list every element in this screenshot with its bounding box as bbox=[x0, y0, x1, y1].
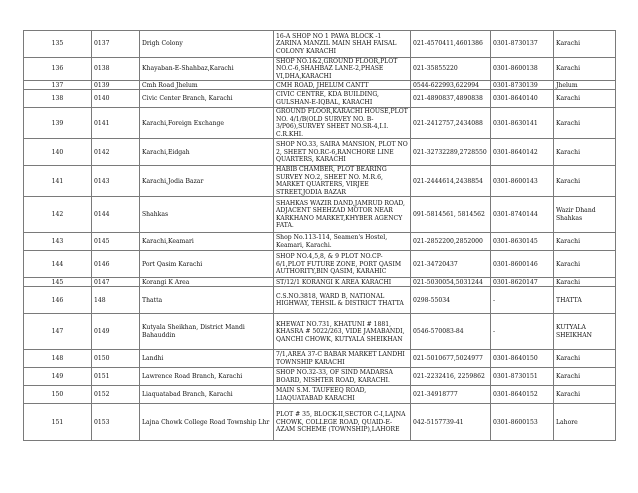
branch-name-cell: Shahkas bbox=[140, 197, 274, 233]
branch-name-cell: Drigh Colony bbox=[140, 31, 274, 58]
table-row bbox=[24, 58, 616, 81]
table-row bbox=[24, 139, 616, 166]
branch-name-cell: Karachi,Keamari bbox=[140, 233, 274, 251]
branch-code-cell: 0142 bbox=[92, 139, 140, 166]
fax-cell: 0301-8640150 bbox=[491, 350, 554, 368]
city-cell: Lahore bbox=[554, 404, 616, 441]
branch-name-cell: Karachi,Eidgah bbox=[140, 139, 274, 166]
branch-name-cell: Karachi,Jodia Bazar bbox=[140, 166, 274, 197]
phone-cell: 021-2412757,2434088 bbox=[411, 108, 491, 139]
address-cell: 16-A SHOP NO 1 PAWA BLOCK -1 ZARINA MANZIL MAIN SHAH FAISAL COLONY KARACHI bbox=[274, 31, 411, 58]
phone-cell: 042-5157739-41 bbox=[411, 404, 491, 441]
table-body bbox=[24, 31, 616, 441]
branch-code-cell: 0147 bbox=[92, 278, 140, 287]
sr-number-cell: 148 bbox=[24, 350, 92, 368]
phone-cell: 021-4890837,4890838 bbox=[411, 90, 491, 108]
phone-cell: 021-2444614,2438854 bbox=[411, 166, 491, 197]
phone-cell: 021-2232416, 2259862 bbox=[411, 368, 491, 386]
branch-name-cell: Karachi,Foreign Exchange bbox=[140, 108, 274, 139]
branch-name-cell: Kutyala Sheikhan, District Mandi Bahauddin bbox=[140, 314, 274, 350]
table-row bbox=[24, 233, 616, 251]
city-cell: Wazir Dhand Shahkas bbox=[554, 197, 616, 233]
branch-name-cell: Liaquatabad Branch, Karachi bbox=[140, 386, 274, 404]
branch-name-cell: Port Qasim Karachi bbox=[140, 251, 274, 278]
table-row bbox=[24, 404, 616, 441]
branch-name-cell: Lajna Chowk College Road Township Lhr bbox=[140, 404, 274, 441]
city-cell: Karachi bbox=[554, 278, 616, 287]
phone-cell: 0544-622993,622994 bbox=[411, 81, 491, 90]
sr-number-cell: 143 bbox=[24, 233, 92, 251]
branch-name-cell: Korangi K Area bbox=[140, 278, 274, 287]
fax-cell: 0301-8600146 bbox=[491, 251, 554, 278]
sr-number-cell: 144 bbox=[24, 251, 92, 278]
phone-cell: 021-34720437 bbox=[411, 251, 491, 278]
city-cell: Karachi bbox=[554, 90, 616, 108]
address-cell: SHAHKAS WAZIR DAND,JAMRUD ROAD, ADJACENT SHEHZAD MOTOR NEAR KARKHANO MARKET,KHYBER AGENCY FATA. bbox=[274, 197, 411, 233]
address-cell: KHEWAT NO.731, KHATUNI # 1881, KHASRA # 5022/263, VIDE JAMABANDI, QANCHI CHOWK, KUTYALA SHEIKHAN bbox=[274, 314, 411, 350]
phone-cell: 0546-570083-84 bbox=[411, 314, 491, 350]
fax-cell: 0301-8730137 bbox=[491, 31, 554, 58]
branch-code-cell: 0141 bbox=[92, 108, 140, 139]
table-row bbox=[24, 278, 616, 287]
city-cell: Karachi bbox=[554, 58, 616, 81]
phone-cell: 021-2852200,2852000 bbox=[411, 233, 491, 251]
branch-code-cell: 0145 bbox=[92, 233, 140, 251]
address-cell: C.S.NO.3818, WARD B, NATIONAL HIGHWAY, TEHSIL & DISTRICT THATTA bbox=[274, 287, 411, 314]
table-row bbox=[24, 31, 616, 58]
fax-cell: 0301-8730151 bbox=[491, 368, 554, 386]
phone-cell: 021-35855220 bbox=[411, 58, 491, 81]
sr-number-cell: 149 bbox=[24, 368, 92, 386]
address-cell: MAIN S.M. TAUFEEQ ROAD, LIAQUATABAD KARACHI bbox=[274, 386, 411, 404]
sr-number-cell: 139 bbox=[24, 108, 92, 139]
branch-code-cell: 0143 bbox=[92, 166, 140, 197]
branch-code-cell: 0140 bbox=[92, 90, 140, 108]
city-cell: Karachi bbox=[554, 251, 616, 278]
address-cell: SHOP NO.32-33, OF SIND MADARSA BOARD, NISHTER ROAD, KARACHI. bbox=[274, 368, 411, 386]
address-cell: CIVIC CENTRE, KDA BUILDING, GULSHAN-E-IQBAL, KARACHI bbox=[274, 90, 411, 108]
sr-number-cell: 145 bbox=[24, 278, 92, 287]
sr-number-cell: 140 bbox=[24, 139, 92, 166]
fax-cell: 0301-8600138 bbox=[491, 58, 554, 81]
fax-cell: - bbox=[491, 314, 554, 350]
table-row bbox=[24, 90, 616, 108]
branch-table bbox=[23, 30, 616, 441]
phone-cell: 021-34918777 bbox=[411, 386, 491, 404]
city-cell: Jhelum bbox=[554, 81, 616, 90]
table-row bbox=[24, 197, 616, 233]
phone-cell: 091-5814561, 5814562 bbox=[411, 197, 491, 233]
phone-cell: 0298-55034 bbox=[411, 287, 491, 314]
address-cell: ST/12/1 KORANGI K AREA KARACHI bbox=[274, 278, 411, 287]
fax-cell: 0301-8600153 bbox=[491, 404, 554, 441]
table-row bbox=[24, 251, 616, 278]
sr-number-cell: 138 bbox=[24, 90, 92, 108]
city-cell: Karachi bbox=[554, 368, 616, 386]
table-row bbox=[24, 368, 616, 386]
branch-code-cell: 0150 bbox=[92, 350, 140, 368]
sr-number-cell: 136 bbox=[24, 58, 92, 81]
phone-cell: 021-5030054,5031244 bbox=[411, 278, 491, 287]
sr-number-cell: 137 bbox=[24, 81, 92, 90]
city-cell: Karachi bbox=[554, 108, 616, 139]
city-cell: Karachi bbox=[554, 386, 616, 404]
fax-cell: 0301-8630141 bbox=[491, 108, 554, 139]
fax-cell: 0301-8620147 bbox=[491, 278, 554, 287]
fax-cell: 0301-8640152 bbox=[491, 386, 554, 404]
city-cell: THATTA bbox=[554, 287, 616, 314]
phone-cell: 021-32732289,2728550 bbox=[411, 139, 491, 166]
fax-cell: 0301-8640140 bbox=[491, 90, 554, 108]
fax-cell: 0301-8630145 bbox=[491, 233, 554, 251]
sr-number-cell: 150 bbox=[24, 386, 92, 404]
city-cell: Karachi bbox=[554, 350, 616, 368]
fax-cell: 0301-8730139 bbox=[491, 81, 554, 90]
branch-code-cell: 0146 bbox=[92, 251, 140, 278]
sr-number-cell: 141 bbox=[24, 166, 92, 197]
city-cell: Karachi bbox=[554, 31, 616, 58]
phone-cell: 021-5010677,5024977 bbox=[411, 350, 491, 368]
fax-cell: 0301-8640142 bbox=[491, 139, 554, 166]
sr-number-cell: 142 bbox=[24, 197, 92, 233]
city-cell: Karachi bbox=[554, 166, 616, 197]
branch-name-cell: Khayaban-E-Shahbaz,Karachi bbox=[140, 58, 274, 81]
table-row bbox=[24, 287, 616, 314]
fax-cell: 0301-8600143 bbox=[491, 166, 554, 197]
city-cell: Karachi bbox=[554, 139, 616, 166]
sr-number-cell: 147 bbox=[24, 314, 92, 350]
branch-code-cell: 0139 bbox=[92, 81, 140, 90]
address-cell: CMH ROAD, JHELUM CANTT bbox=[274, 81, 411, 90]
city-cell: KUTYALA SHEIKHAN bbox=[554, 314, 616, 350]
branch-code-cell: 0153 bbox=[92, 404, 140, 441]
branch-code-cell: 0137 bbox=[92, 31, 140, 58]
address-cell: PLOT # 35, BLOCK-II,SECTOR C-I,LAJNA CHOWK, COLLEGE ROAD, QUAID-E-AZAM SCHEME (TOWNSHIP),LAHORE bbox=[274, 404, 411, 441]
branch-code-cell: 0152 bbox=[92, 386, 140, 404]
branch-code-cell: 0149 bbox=[92, 314, 140, 350]
branch-name-cell: Landhi bbox=[140, 350, 274, 368]
sr-number-cell: 146 bbox=[24, 287, 92, 314]
branch-name-cell: Cmh Road Jhelum bbox=[140, 81, 274, 90]
sr-number-cell: 135 bbox=[24, 31, 92, 58]
branch-code-cell: 0144 bbox=[92, 197, 140, 233]
city-cell: Karachi bbox=[554, 233, 616, 251]
address-cell: HABIB CHAMBER, PLOT BEARING SURVEY NO.2, SHEET NO. M.R.6, MARKET QUARTERS, VIRJEE STREET,JODIA BAZAR bbox=[274, 166, 411, 197]
sr-number-cell: 151 bbox=[24, 404, 92, 441]
branch-name-cell: Lawrence Road Branch, Karachi bbox=[140, 368, 274, 386]
table-row bbox=[24, 166, 616, 197]
phone-cell: 021-4570411,4601386 bbox=[411, 31, 491, 58]
branch-code-cell: 148 bbox=[92, 287, 140, 314]
table-row bbox=[24, 81, 616, 90]
branch-name-cell: Civic Center Branch, Karachi bbox=[140, 90, 274, 108]
branch-code-cell: 0138 bbox=[92, 58, 140, 81]
address-cell: Shop No.113-114, Seamen's Hostel, Keamari, Karachi. bbox=[274, 233, 411, 251]
table-row bbox=[24, 350, 616, 368]
table-row bbox=[24, 386, 616, 404]
table-row bbox=[24, 314, 616, 350]
address-cell: GROUND FLOOR,KARACHI HOUSE,PLOT NO. 4/1/B(OLD SURVEY NO. B-3/P06),SURVEY SHEET NO.SR-4,I.I. C.R.KHI. bbox=[274, 108, 411, 139]
address-cell: SHOP NO.4,5,8, & 9 PLOT NO.CP-6/1,PLOT FUTURE ZONE, PORT QASIM AUTHORITY,BIN QASIM, KARAHIC bbox=[274, 251, 411, 278]
branch-name-cell: Thatta bbox=[140, 287, 274, 314]
branch-code-cell: 0151 bbox=[92, 368, 140, 386]
address-cell: 7/1,AREA 37-C BABAR MARKET LANDHI TOWNSHIP KARACHI bbox=[274, 350, 411, 368]
fax-cell: - bbox=[491, 287, 554, 314]
address-cell: SHOP NO.33, SAIRA MANSION, PLOT NO 2, SHEET NO.RC-6,RANCHORE LINE QUARTERS, KARACHI bbox=[274, 139, 411, 166]
fax-cell: 0301-8740144 bbox=[491, 197, 554, 233]
table-row bbox=[24, 108, 616, 139]
address-cell: SHOP NO.1&2,GROUND FLOOR,PLOT NO.C-6,SHAHBAZ LANE-2,PHASE VI,DHA,KARACHI bbox=[274, 58, 411, 81]
